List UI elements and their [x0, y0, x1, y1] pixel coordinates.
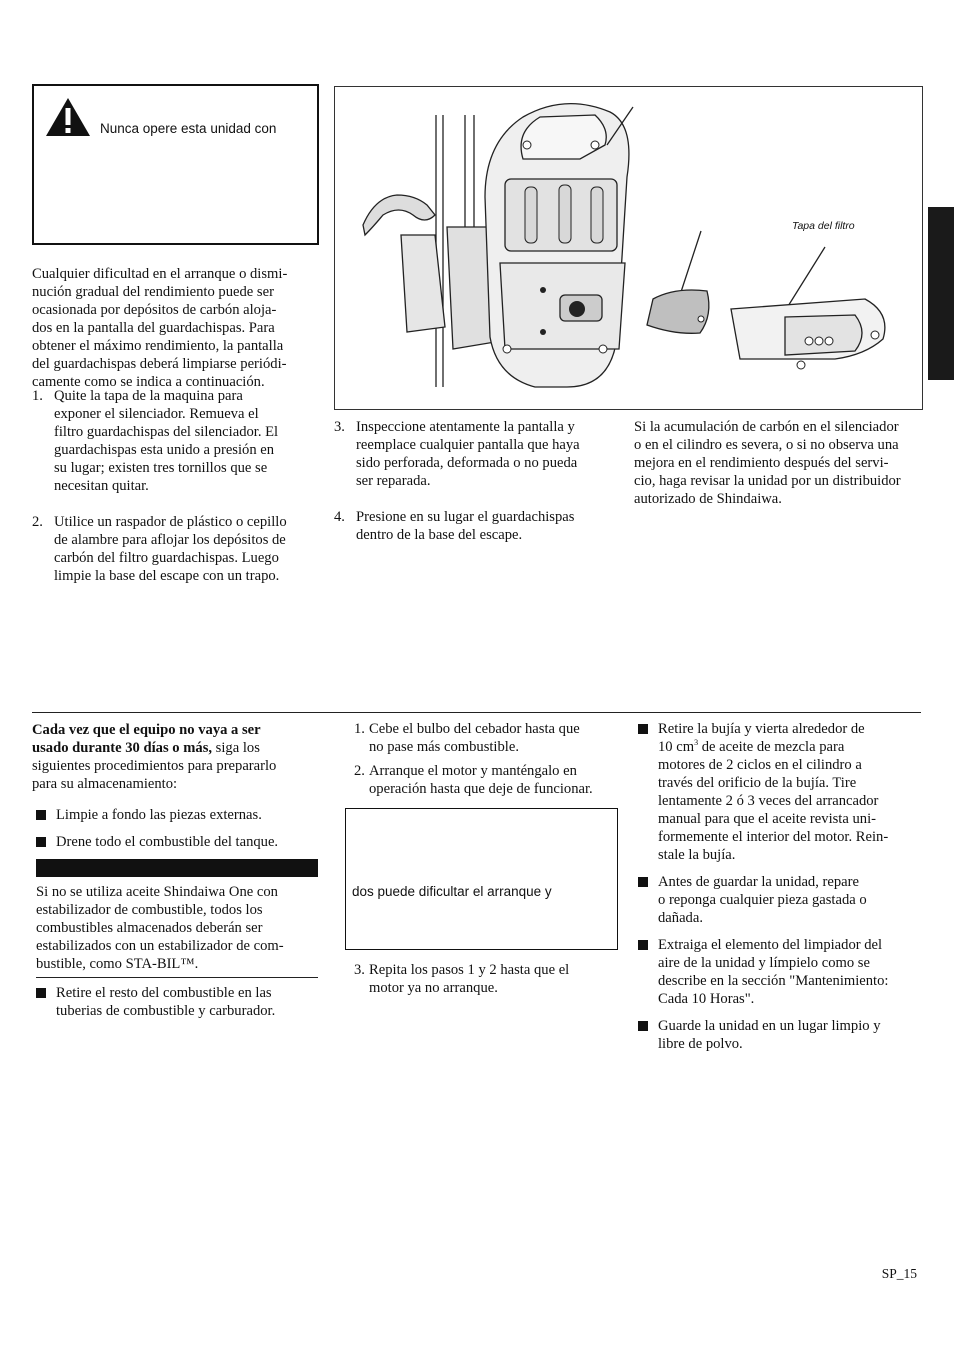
storage-steps [354, 720, 634, 816]
list-item: Guarde la unidad en un lugar limpio y libre de polvo. [638, 1017, 928, 1053]
step-item: 1. Quite la tapa de la maquina para exponer el silenciador. Remueva el filtro guardachispas del silenciador. El guardachispas esta unido a presión en su lugar; existen tres tornillos que se necesitan quitar. [32, 388, 279, 494]
list-item: Retire la bujía y vierta alrededor de 10 $cm^3$ de aceite de mezcla para motores de 2 ciclos en el cilindro a través del orificio de la bujía. Tire lentamente 2 ó 3 veces del arrancador manual para que el aceite revista uni- formemente el interior del motor. Rein- stale la bujía. [638, 720, 928, 864]
storage-intro: Cada vez que el equipo no vaya a ser usado durante 30 días o más, siga los siguientes procedimientos para prepararlo para su almacenamiento: [32, 722, 277, 792]
bullet-square-icon [36, 837, 46, 847]
muffler-diagram [335, 87, 922, 409]
storage-bullets-b [36, 984, 321, 1029]
step-item: 2. Arranque el motor y manténgalo en operación hasta que deje de funcionar. [354, 763, 593, 797]
intro-paragraph: Cualquier dificultad en el arranque o dismi- nución gradual del rendimiento puede ser ocasionada por depósitos de carbón aloja- dos en la pantalla del guardachispas. Para obtener el máximo rendimiento, la pantalla del guardachispas deberá limpiarse periódi- camente como se indica a continuación. [32, 266, 288, 390]
list-item: Antes de guardar la unidad, repare o reponga cualquier pieza gastada o dañada. [638, 873, 928, 927]
storage-bullets-right [638, 720, 928, 1062]
step-item: 1. Cebe el bulbo del cebador hasta que no pase más combustible. [354, 721, 580, 755]
section-tab [928, 207, 954, 380]
fuel-stabilizer-note: Si no se utiliza aceite Shindaiwa One con estabilizador de combustible, todos los combustibles almacenados deberán ser estabilizados con un estabilizador de com- bustible, como STA-BIL™. [36, 884, 284, 972]
bullet-square-icon [36, 988, 46, 998]
storage-step-3 [354, 961, 634, 1015]
step-item: 4. Presione en su lugar el guardachispas dentro de la base del escape. [334, 509, 575, 543]
carbon-advice-paragraph: Si la acumulación de carbón en el silenciador o en el cilindro es severa, o si no observa una mejora en el rendimiento después del servi- cio, haga revisar la unidad por un distribuidor autorizado de Shindaiwa. [634, 419, 901, 507]
section-divider [32, 712, 921, 713]
bullet-square-icon [36, 810, 46, 820]
list-item: Limpie a fondo las piezas externas. [36, 806, 321, 824]
page-number: SP_15 [881, 1266, 917, 1281]
step-item: 3. Repita los pasos 1 y 2 hasta que el motor ya no arranque. [354, 962, 570, 996]
bullet-square-icon [638, 1021, 648, 1031]
note-divider [36, 977, 318, 978]
warning-text: Nunca opere esta unidad con [100, 121, 277, 136]
storage-bullets-a [36, 806, 321, 860]
caution-text: dos puede dificultar el arranque y [352, 884, 552, 899]
bullet-square-icon [638, 724, 648, 734]
cleaning-steps-middle [334, 418, 624, 562]
caution-box [345, 808, 618, 950]
bullet-square-icon [638, 940, 648, 950]
list-item: Drene todo el combustible del tanque. [36, 833, 321, 851]
warning-triangle-icon [45, 97, 91, 137]
list-item: Retire el resto del combustible en las tuberias de combustible y carburador. [36, 984, 321, 1020]
muffler-illustration [334, 86, 923, 410]
list-item: Extraiga el elemento del limpiador del aire de la unidad y límpielo como se describe en la sección "Mantenimiento: Cada 10 Horas". [638, 936, 928, 1008]
note-header-bar [36, 859, 318, 877]
warning-box [32, 84, 319, 245]
cleaning-steps-left [32, 387, 324, 603]
bullet-square-icon [638, 877, 648, 887]
filter-cover-label: Tapa del filtro [792, 220, 855, 232]
step-item: 3. Inspeccione atentamente la pantalla y reemplace cualquier pantalla que haya sido perforada, deformada o no pueda ser reparada. [334, 419, 580, 489]
step-item: 2. Utilice un raspador de plástico o cepillo de alambre para aflojar los depósitos de carbón del filtro guardachispas. Luego limpie la base del escape con un trapo. [32, 514, 287, 584]
